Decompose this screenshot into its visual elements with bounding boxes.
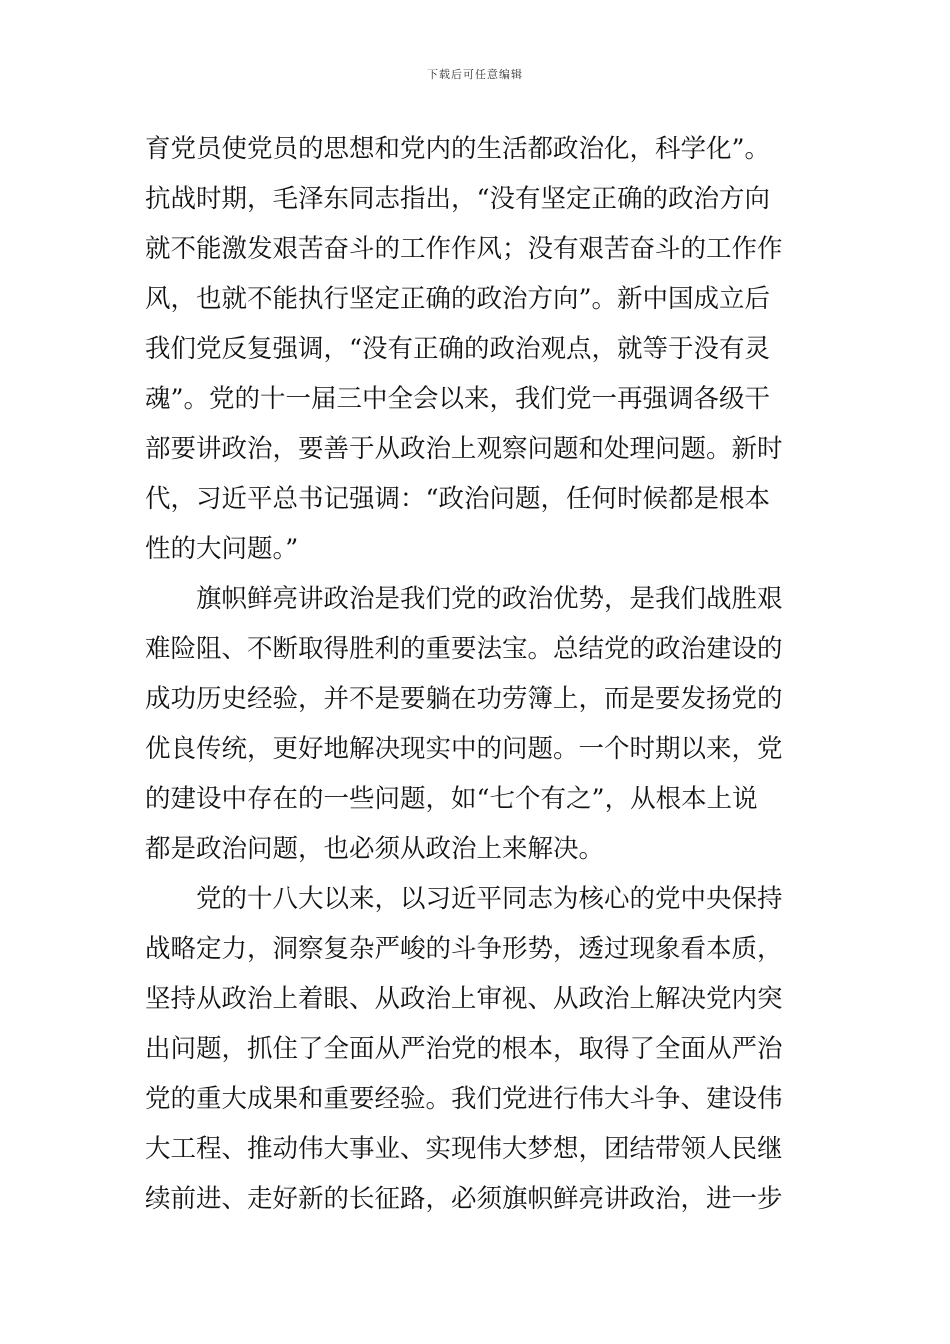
text-line: 坚持从政治上着眼、从政治上审视、从政治上解决党内突	[145, 984, 783, 1014]
document-body	[145, 124, 807, 1224]
text-line: 党的重大成果和重要经验。我们党进行伟大斗争、建设伟	[145, 1084, 783, 1114]
text-line: 性的大问题。”	[145, 534, 299, 564]
text-line: 大工程、推动伟大事业、实现伟大梦想，团结带领人民继	[145, 1134, 783, 1164]
text-line: 代，习近平总书记强调：“政治问题，任何时候都是根本	[145, 484, 771, 514]
text-line: 部要讲政治，要善于从政治上观察问题和处理问题。新时	[145, 434, 783, 464]
paragraph-start-line: 党的十八大以来，以习近平同志为核心的党中央保持	[145, 884, 783, 914]
text-line: 难险阻、不断取得胜利的重要法宝。总结党的政治建设的	[145, 634, 783, 664]
text-line: 都是政治问题，也必须从政治上来解决。	[145, 834, 605, 864]
text-line: 优良传统，更好地解决现实中的问题。一个时期以来，党	[145, 734, 783, 764]
text-line: 风，也就不能执行坚定正确的政治方向”。新中国成立后	[145, 284, 771, 314]
text-line: 的建设中存在的一些问题，如“七个有之”，从根本上说	[145, 784, 758, 814]
text-line: 魂”。党的十一届三中全会以来，我们党一再强调各级干	[145, 384, 771, 414]
text-line: 战略定力，洞察复杂严峻的斗争形势，透过现象看本质，	[145, 934, 783, 964]
text-line: 成功历史经验，并不是要躺在功劳簿上，而是要发扬党的	[145, 684, 783, 714]
text-line: 就不能激发艰苦奋斗的工作作风；没有艰苦奋斗的工作作	[145, 234, 783, 264]
paragraph-start-line: 旗帜鲜亮讲政治是我们党的政治优势，是我们战胜艰	[145, 584, 783, 614]
page-header-note: 下载后可任意编辑	[427, 68, 523, 81]
text-line: 我们党反复强调，“没有正确的政治观点，就等于没有灵	[145, 334, 771, 364]
text-line: 出问题，抓住了全面从严治党的根本，取得了全面从严治	[145, 1034, 783, 1064]
text-line: 抗战时期，毛泽东同志指出，“没有坚定正确的政治方向	[145, 184, 771, 214]
text-line: 续前进、走好新的长征路，必须旗帜鲜亮讲政治，进一步	[145, 1184, 783, 1214]
text-line: 育党员使党员的思想和党内的生活都政治化，科学化”。	[145, 134, 771, 164]
